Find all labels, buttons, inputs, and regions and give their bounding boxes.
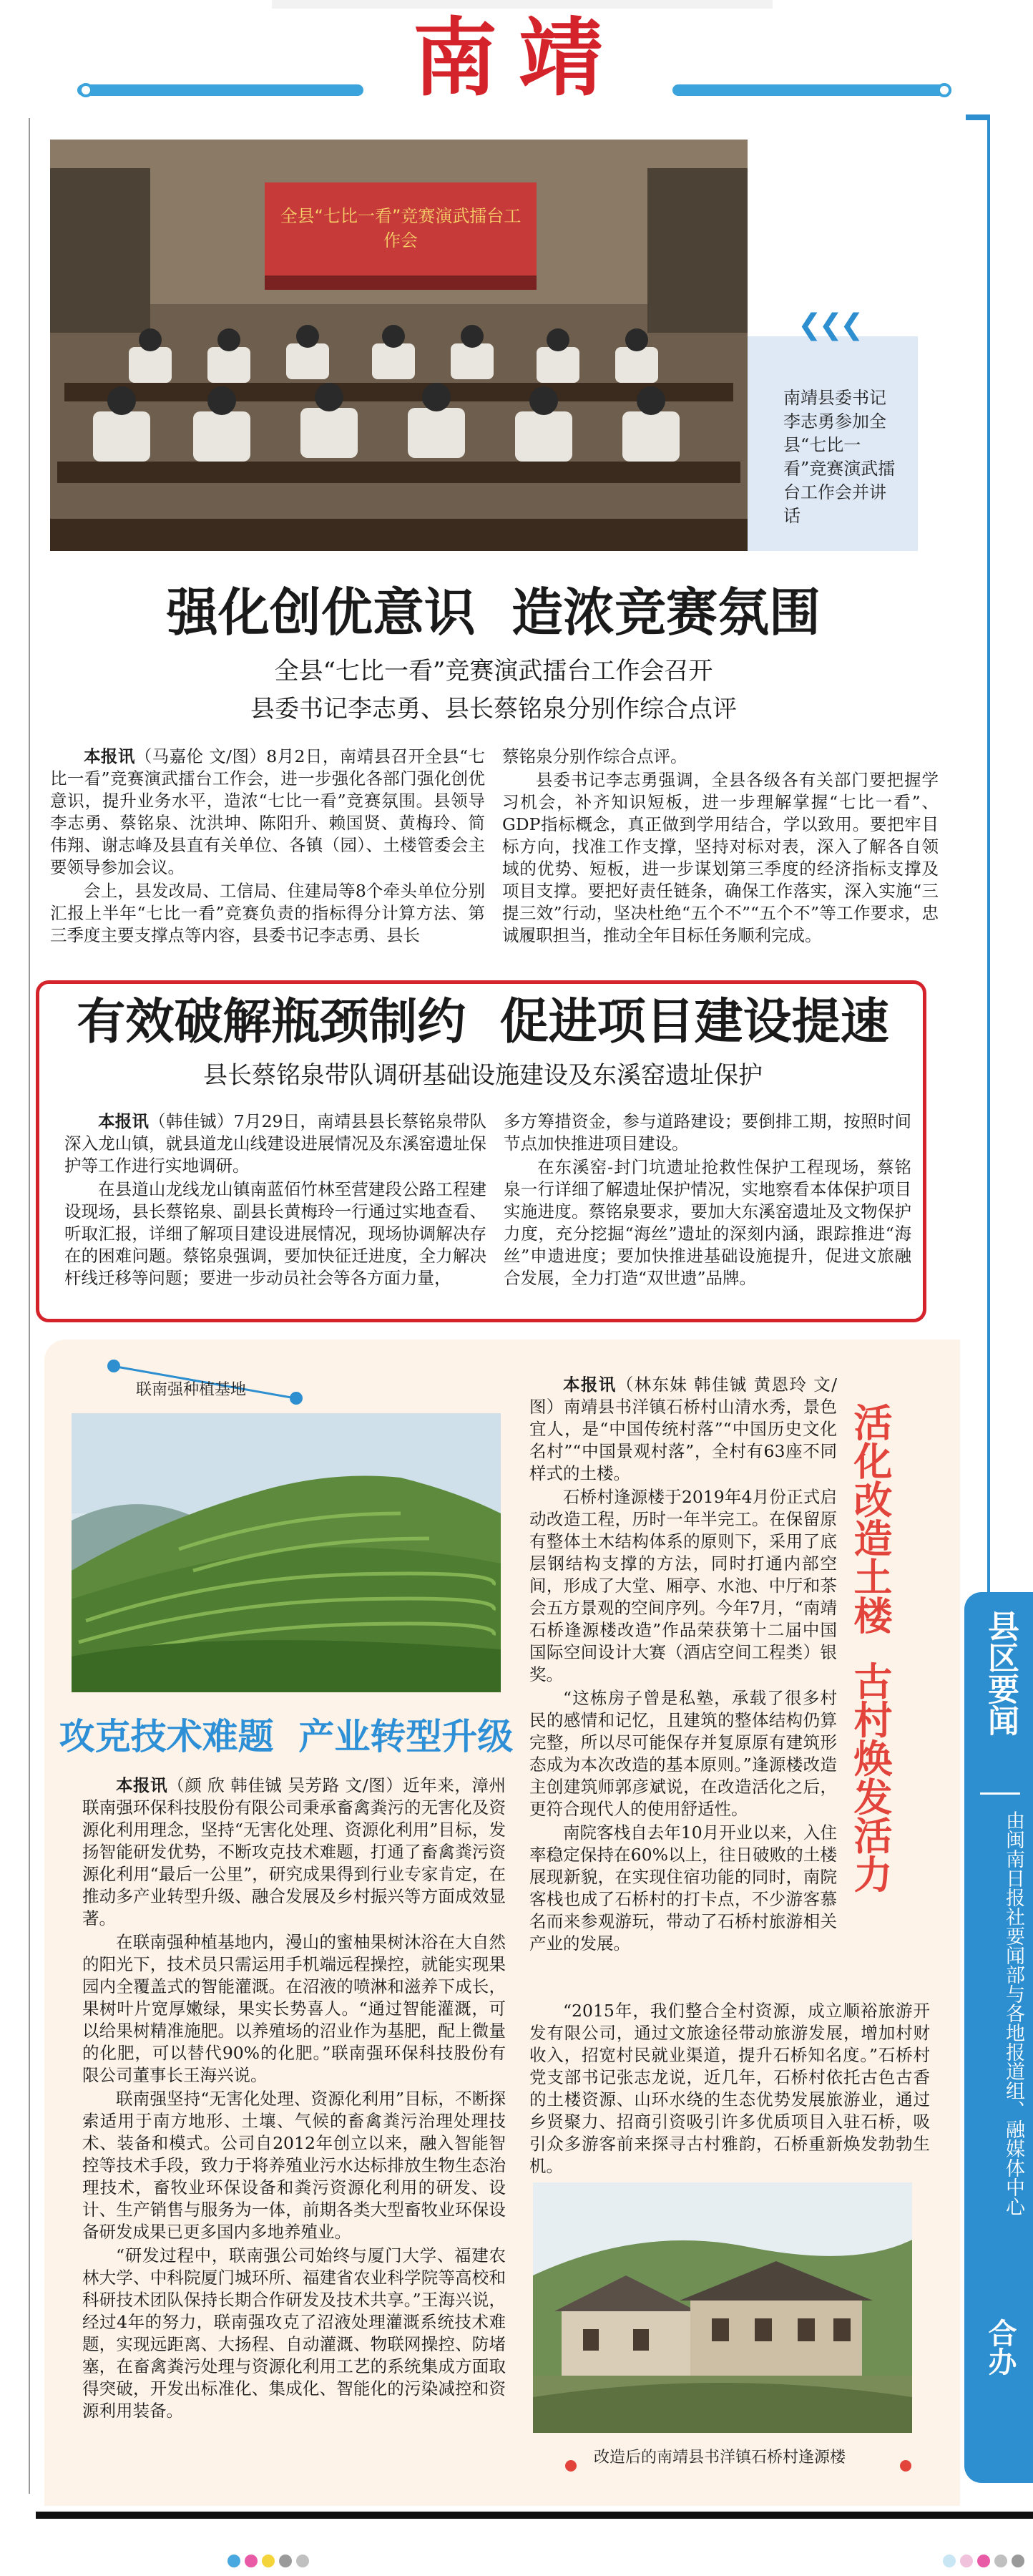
story4-photo-caption: 改造后的南靖县书洋镇石桥村逢源楼 xyxy=(594,2449,846,2467)
story4-para: 南院客栈自去年10月开业以来，入住率稳定保持在60%以上，往日破败的土楼展现新貌，在实现住宿功能的同时，南院客栈也成了石桥村的打卡点，不少游客慕名而来参观游玩，带动了石桥村旅游相关产业的发展。 xyxy=(529,1823,837,1953)
story4-para: “这栋房子曾是私塾，承载了很多村民的感情和记忆，且建筑的整体结构仍算完整，所以尽可能保存并复原原有建筑形态成为本次改造的基本原则。”逢源楼改造主创建筑师郭彦斌说，在改造活化之后，更符合现代人的使用舒适性。 xyxy=(529,1688,837,1819)
dot xyxy=(227,2555,240,2567)
story3-tag: 联南强种植基地 xyxy=(136,1381,247,1399)
header-rule-left xyxy=(77,84,363,96)
byline: 本报讯 xyxy=(98,1111,150,1131)
story1-para: 会上，县发改局、工信局、住建局等8个牵头单位分别汇报上半年“七比一看”竞赛负责的指标得分计算方法、第三季度主要支撑点等内容，县委书记李志勇、县长 xyxy=(50,881,485,945)
story1-para: 县委书记李志勇强调，全县各级各有关部门要把握学习机会，补齐知识短板，进一步理解掌握“七比一看”、GDP指标概念，真正做到学用结合，学以致用。要把牢目标方向，找准工作支撑，坚持对标对表，深入了解各自领域的优势、短板，进一步谋划第三季度的经济指标支撑及项目支撑。要把好责任链条，确保工作落实，深入实施“三提三效”行动，坚决杜绝“五个不”“五个不”等工作要求，忠诚履职担当，推动全年目标任务顺利完成。 xyxy=(502,770,939,945)
story2-headline: 有效破解瓶颈制约 促进项目建设提速 xyxy=(77,994,889,1050)
story3-para: 本报讯（颜 欣 韩佳铖 吴芳路 文/图）近年来，漳州联南强环保科技股份有限公司秉承畜禽粪污的无害化及资源化利用理念，坚持“无害化处理、资源化利用”目标，发扬智能研发优势，不断攻克技术难题，打通了畜禽粪污资源化利用“最后一公里”，研究成果得到行业专家肯定，在推动多产业转型升级、融合发展及乡村振兴等方面成效显著。 xyxy=(82,1775,506,1928)
story4-body-wide xyxy=(529,2000,930,2179)
story2-para: 在县道山龙线龙山镇南蓝佰竹林至营建段公路工程建设现场，县长蔡铭泉、副县长黄梅玲一行通过实地查看、听取汇报，详细了解项目建设进展情况，现场协调解决存在的困难问题。蔡铭泉强调，要加快征迁进度，全力解决杆线迁移等问题；要进一步动员社会等各方面力量， xyxy=(64,1179,486,1288)
story4-body xyxy=(529,1374,837,1956)
story1-headline: 强化创优意识 造浓竞赛氛围 xyxy=(166,582,821,643)
story3-para: 联南强坚持“无害化处理、资源化利用”目标，不断探索适用于南方地形、土壤、气候的畜禽粪污治理处理技术、装备和模式。公司自2012年创立以来，融入智能智控等技术手段，致力于将养殖业污水达标排放生物生态治理技术，畜牧业环保设备和粪污资源化利用的研发、设计、生产销售与服务为一体，前期各类大型畜牧业环保设备研发成果已更多国内多地养殖业。 xyxy=(82,2089,506,2242)
sidebar-divider xyxy=(980,1792,1020,1795)
story1-para: 本报讯（马嘉伦 文/图）8月2日，南靖县召开全县“七比一看”竞赛演武擂台工作会，进一步强化各部门强化创优意识，提升业务水平，造浓“七比一看”竞赛氛围。县领导李志勇、蔡铭泉、沈洪坤、陈阳升、赖国贤、黄梅玲、简伟翔、谢志峰及县直有关单位、各镇（园）、土楼管委会主要领导参加会议。 xyxy=(50,746,486,877)
footer-dots-left xyxy=(227,2555,309,2567)
story3-para: “研发过程中，联南强公司始终与厦门大学、福建农林大学、中科院厦门城环所、福建省农业科学院等高校和科研技术团队保持长期合作研发及技术共享。”王海兴说，经过4年的努力，联南强攻克了沼液处理灌溉系统技术难题，实现远距离、大扬程、自动灌溉、物联网操控、防堵塞，在畜禽粪污处理与资源化利用工艺的系统集成方面取得突破，开发出标准化、集成化、智能化的污染减控和资源利用装备。 xyxy=(82,2245,506,2421)
dot xyxy=(994,2555,1007,2567)
footer-rule xyxy=(36,2512,1033,2519)
story2-para: 在东溪窑-封门坑遗址抢救性保护工程现场，蔡铭泉一行详细了解遗址保护情况，实地察看本体保护项目实施进度。蔡铭泉要求，要加大东溪窑遗址及文物保护力度，充分挖掘“海丝”遗址的深刻内涵，跟踪推进“海丝”申遗进度；要加快推进基础设施提升，促进文旅融合发展，全力打造“双世遗”品牌。 xyxy=(504,1157,911,1288)
county-title: 南靖 xyxy=(412,9,625,107)
story3-body xyxy=(82,1775,506,2424)
story1-subhead2: 县委书记李志勇、县长蔡铭泉分别作综合点评 xyxy=(250,695,737,723)
right-side-bracket xyxy=(966,114,990,120)
dot xyxy=(245,2555,258,2567)
story1-column-left xyxy=(50,746,485,948)
left-border-line xyxy=(29,118,30,2494)
story3-para: 在联南强种植基地内，漫山的蜜柚果树沐浴在大自然的阳光下，技术员只需运用手机端远程操控，就能实现果园内全覆盖式的智能灌溉。在沼液的喷淋和滋养下成长，果树叶片宽厚嫩绿，果实长势喜人。“通过智能灌溉，可以给果树精准施肥。以养殖场的沼业作为基肥，配上微量的化肥，可以替代90%的化肥。”联南强环保科技股份有限公司董事长王海兴说。 xyxy=(82,1932,506,2085)
meeting-hall-image xyxy=(50,140,748,551)
caption-dot xyxy=(900,2460,911,2472)
meeting-banner-text: 全县“七比一看”竞赛演武擂台工作会 xyxy=(280,206,522,250)
dot xyxy=(960,2555,973,2567)
caption-dot xyxy=(565,2460,577,2472)
story2-para: 本报讯（韩佳铖）7月29日，南靖县县长蔡铭泉带队深入龙山镇，就县道龙山线建设进展情况及东溪窑遗址保护等工作进行实地调研。 xyxy=(64,1111,487,1176)
story2-para: 多方筹措资金，参与道路建设；要倒排工期，按照时间节点加快推进项目建设。 xyxy=(504,1111,911,1153)
story2-column-left xyxy=(64,1111,486,1291)
story3-headline: 攻克技术难题 产业转型升级 xyxy=(59,1716,514,1757)
tag-dot-end xyxy=(290,1392,303,1405)
story1-subhead1: 全县“七比一看”竞赛演武擂台工作会召开 xyxy=(274,657,713,686)
story4-para: 本报讯（林东妹 韩佳铖 黄恩玲 文/图）南靖县书洋镇石桥村山清水秀，景色宜人，是“中国传统村落”“中国历史文化名村”“中国景观村落”，全村有63座不同样式的土楼。 xyxy=(529,1375,838,1483)
hillside-image xyxy=(72,1413,501,1692)
story4-headline: 活化改造土楼 古村焕发活力 xyxy=(848,1402,893,1893)
sidebar-title: 县区要闻 xyxy=(982,1610,1019,1736)
sidebar-note-tail: 合办 xyxy=(984,2318,1017,2376)
right-side-line xyxy=(987,118,990,1592)
dot xyxy=(279,2555,292,2567)
story2-subhead: 县长蔡铭泉带队调研基础设施建设及东溪窑遗址保护 xyxy=(203,1061,763,1090)
header-rule-right xyxy=(672,84,951,96)
chevron-left-icons: ❮❮❮ xyxy=(798,308,861,341)
byline: 本报讯 xyxy=(116,1775,168,1795)
photo-caption-box xyxy=(748,308,918,551)
tulou-photo xyxy=(533,2182,912,2433)
photo-caption: 南靖县委书记李志勇参加全县“七比一看”竞赛演武擂台工作会并讲话 xyxy=(783,388,896,526)
story1-para: 蔡铭泉分别作综合点评。 xyxy=(502,746,687,766)
dot xyxy=(1012,2555,1024,2567)
dot xyxy=(296,2555,309,2567)
tulou-building-image xyxy=(533,2182,912,2433)
meeting-photo xyxy=(50,140,748,551)
byline: 本报讯 xyxy=(563,1375,617,1395)
footer-dots-right xyxy=(943,2555,1024,2567)
sidebar-note: 由闽南日报社要闻部与各地报道组、融媒体中心 xyxy=(1002,1810,1024,2216)
story4-para: 石桥村逢源楼于2019年4月份正式启动改造工程，历时一年半完工。在保留原有整体土木结构体系的原则下，采用了底层钢结构支撑的方法，同时打通内部空间，形成了大堂、厢亭、水池、中厅和茶会五方景观的空间序列。今年7月，“南靖石桥逢源楼改造”作品荣获第十二届中国国际空间设计大赛（酒店空间工程类）银奖。 xyxy=(529,1487,837,1684)
plantation-photo xyxy=(72,1413,501,1692)
story4-para: “2015年，我们整合全村资源，成立顺裕旅游开发有限公司，通过文旅途径带动旅游发展，增加村财收入，招宽村民就业渠道，提升石桥知名度。”石桥村党支部书记张志龙说，近几年，石桥村依托古色古香的土楼资源、山环水绕的生态优势发展旅游业，通过乡贤聚力、招商引资吸引许多优质项目入驻石桥，吸引众多游客前来探寻古村雅韵，石桥重新焕发勃勃生机。 xyxy=(529,2001,930,2176)
header-rule-left-dot xyxy=(79,83,93,97)
header-rule-right-dot xyxy=(937,83,951,97)
dot xyxy=(977,2555,990,2567)
dot xyxy=(943,2555,956,2567)
story1-column-right xyxy=(502,746,939,948)
byline: 本报讯 xyxy=(84,746,135,766)
dot xyxy=(262,2555,275,2567)
story2-column-right xyxy=(504,1111,911,1291)
